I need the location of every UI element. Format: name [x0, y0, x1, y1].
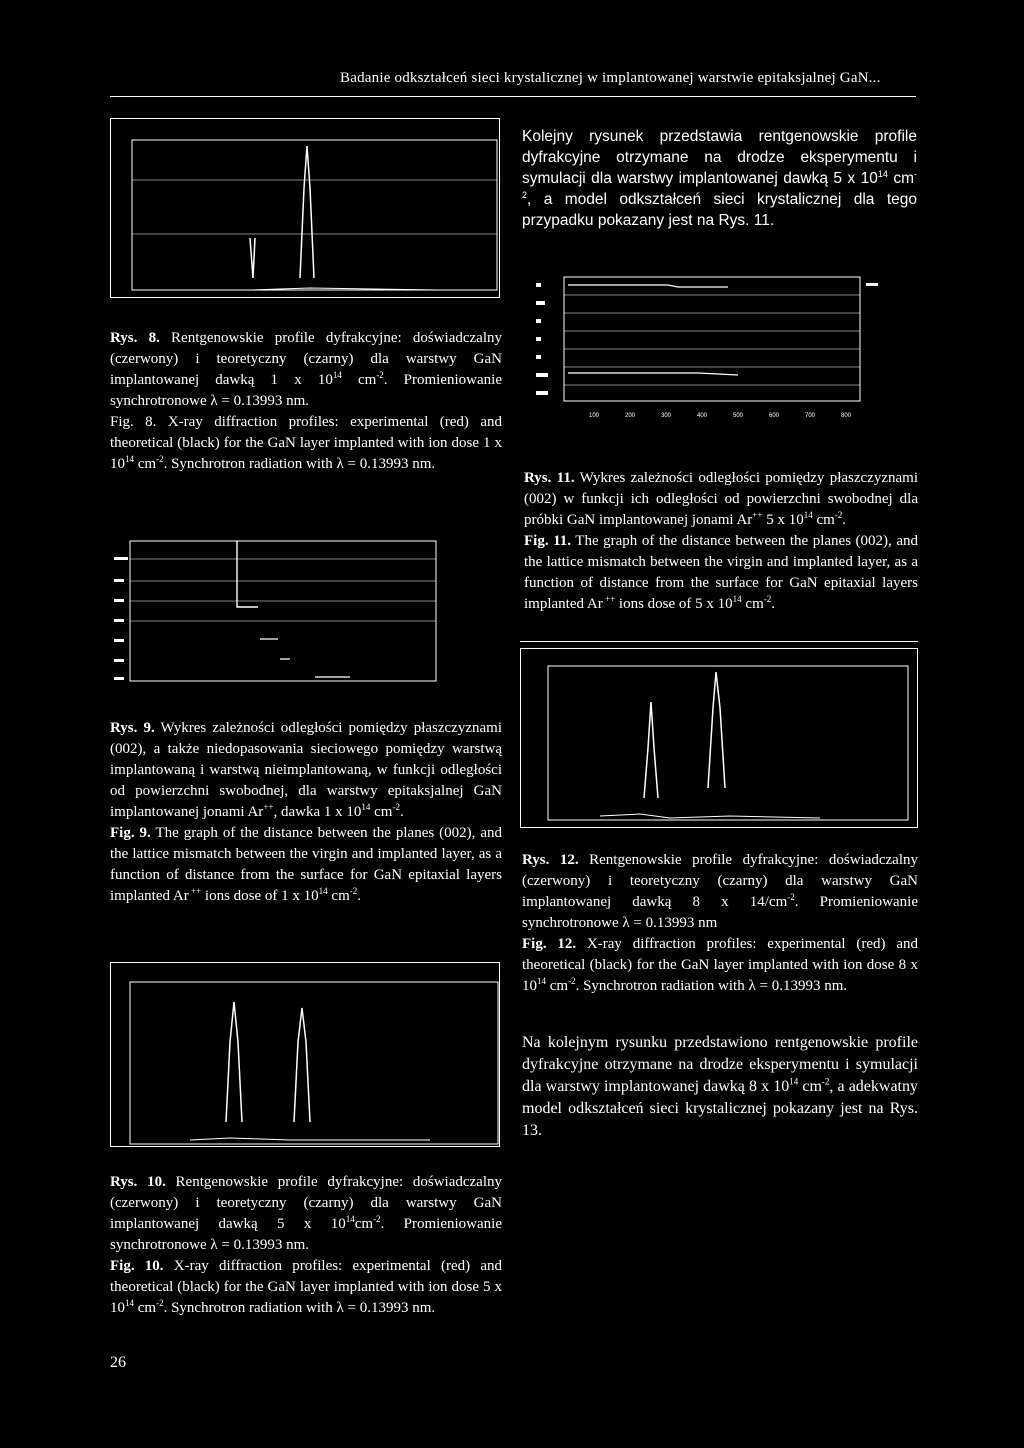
fig10-peak-2 [294, 1008, 310, 1122]
fig8-pl-label: Rys. 8. [110, 330, 160, 346]
figure-12-plot [520, 648, 918, 828]
fig11-x-tick-label: 200 [624, 413, 636, 419]
fig11-rule [520, 641, 918, 642]
fig11-x-tick-label: 500 [732, 413, 744, 419]
figure-9-caption: Rys. 9. Wykres zależności odległości pomiędzy płaszczyznami (002), a także niedopasowania sieciowego pomiędzy warstwą implantowaną i warstwą nieimplantowaną, w funkcji odległości od powierzchni swobodnej, dla warstwy epitaksjalnej GaN implantowanej jonami Ar++, dawka 1 x $10^{14}$ $cm^{-2}$. Fig. 9. The graph of the distance between the planes (002), and the lattice mismatch between the virgin and implanted layer, as a function of distance from the surface for GaN epitaxial layers implanted Ar ++ ions dose of 1 x $10^{14}$ $cm^{-2}$. [110, 720, 502, 904]
fig12-peak-1 [644, 702, 658, 798]
figure-10-caption: Rys. 10. Rentgenowskie profile dyfrakcyjne: doświadczalny (czerwony) i teoretyczny (czarny) dla warstwy GaN implantowanej dawką 5 x $10^{14}cm^{-2}$. Promieniowanie synchrotronowe λ = 0.13993 nm. Fig. 10. X-ray diffraction profiles: experimental (red) and theoretical (black) for the GaN layer implanted with ion dose 5 x $10^{14}$ $cm^{-2}$. Synchrotron radiation with λ = 0.13993 nm. [110, 1174, 502, 1316]
fig10-pl-label: Rys. 10. [110, 1174, 166, 1190]
header-rule [110, 96, 916, 97]
fig10-peak-1 [226, 1002, 242, 1122]
fig11-en-label: Fig. 11. [524, 533, 572, 549]
intro-paragraph: Kolejny rysunek przedstawia rentgenowskie profile dyfrakcyjne otrzymane na drodze eksperymentu i symulacji dla warstwy implantowanej dawką 5 x $10^{14}$ $cm^{-2}$, a model odkształceń sieci krystalicznej dla tego przypadku pokazany jest na Rys. 11. [522, 128, 917, 229]
fig11-x-tick-label: 400 [696, 413, 708, 419]
fig11-pl-label: Rys. 11. [524, 470, 575, 486]
fig12-peak-2 [708, 672, 725, 788]
fig8-peak-1 [250, 238, 255, 278]
running-header: Badanie odkształceń sieci krystalicznej w implantowanej warstwie epitaksjalnej GaN... [340, 70, 881, 86]
fig9-en-label: Fig. 9. [110, 825, 151, 841]
figure-9-plot [110, 535, 440, 685]
fig11-x-tick-label: 300 [660, 413, 672, 419]
fig8-en-label: Fig. 8. [110, 414, 157, 430]
figure-12-caption: Rys. 12. Rentgenowskie profile dyfrakcyjne: doświadczalny (czerwony) i teoretyczny (czarny) dla warstwy GaN implantowanej dawką 8 x $14/cm^{-2}$. Promieniowanie synchrotronowe λ = 0.13993 nm Fig. 12. X-ray diffraction profiles: experimental (red) and theoretical (black) for the GaN layer implanted with ion dose 8 x $10^{14}$ $cm^{-2}$. Synchrotron radiation with λ = 0.13993 nm. [522, 852, 918, 994]
figure-8-caption: Rys. 8. Rentgenowskie profile dyfrakcyjne: doświadczalny (czerwony) i teoretyczny (czarny) dla warstwy GaN implantowanej dawką 1 x $10^{14}$ $cm^{-2}$. Promieniowanie synchrotronowe λ = 0.13993 nm. Fig. 8. X-ray diffraction profiles: experimental (red) and theoretical (black) for the GaN layer implanted with ion dose 1 x $10^{14}$ $cm^{-2}$. Synchrotron radiation with λ = 0.13993 nm. [110, 330, 502, 472]
figure-11-plot [528, 275, 918, 445]
figure-10-plot [110, 962, 500, 1147]
fig11-x-tick-label: 100 [588, 413, 600, 419]
fig10-en-label: Fig. 10. [110, 1258, 164, 1274]
closing-paragraph: Na kolejnym rysunku przedstawiono rentgenowskie profile dyfrakcyjne otrzymane na drodze eksperymentu i symulacji dla warstwy implantowanej dawką 8 x $10^{14}$ $cm^{-2}$, a adekwatny model odkształceń sieci krystalicznej pokazany jest na Rys. 13. [522, 1034, 919, 1139]
fig12-en-label: Fig. 12. [522, 936, 577, 952]
fig9-pl-label: Rys. 9. [110, 720, 155, 736]
fig11-x-tick-label: 600 [768, 413, 780, 419]
fig11-x-tick-label: 700 [804, 413, 816, 419]
page-number: 26 [110, 1354, 126, 1371]
fig8-peak-2 [300, 146, 314, 278]
figure-11-caption: Rys. 11. Wykres zależności odległości pomiędzy płaszczyznami (002) w funkcji ich odległości od powierzchni swobodnej dla próbki GaN implantowanej jonami Ar++ 5 x $10^{14}$ $cm^{-2}$. Fig. 11. The graph of the distance between the planes (002), and the lattice mismatch between the virgin and implanted layer, as a function of distance from the surface for GaN epitaxial layers implanted Ar ++ ions dose of 5 x $10^{14}$ $cm^{-2}$. [524, 470, 918, 612]
figure-8-plot [110, 118, 500, 298]
fig12-pl-label: Rys. 12. [522, 852, 579, 868]
fig11-x-tick-label: 800 [840, 413, 852, 419]
